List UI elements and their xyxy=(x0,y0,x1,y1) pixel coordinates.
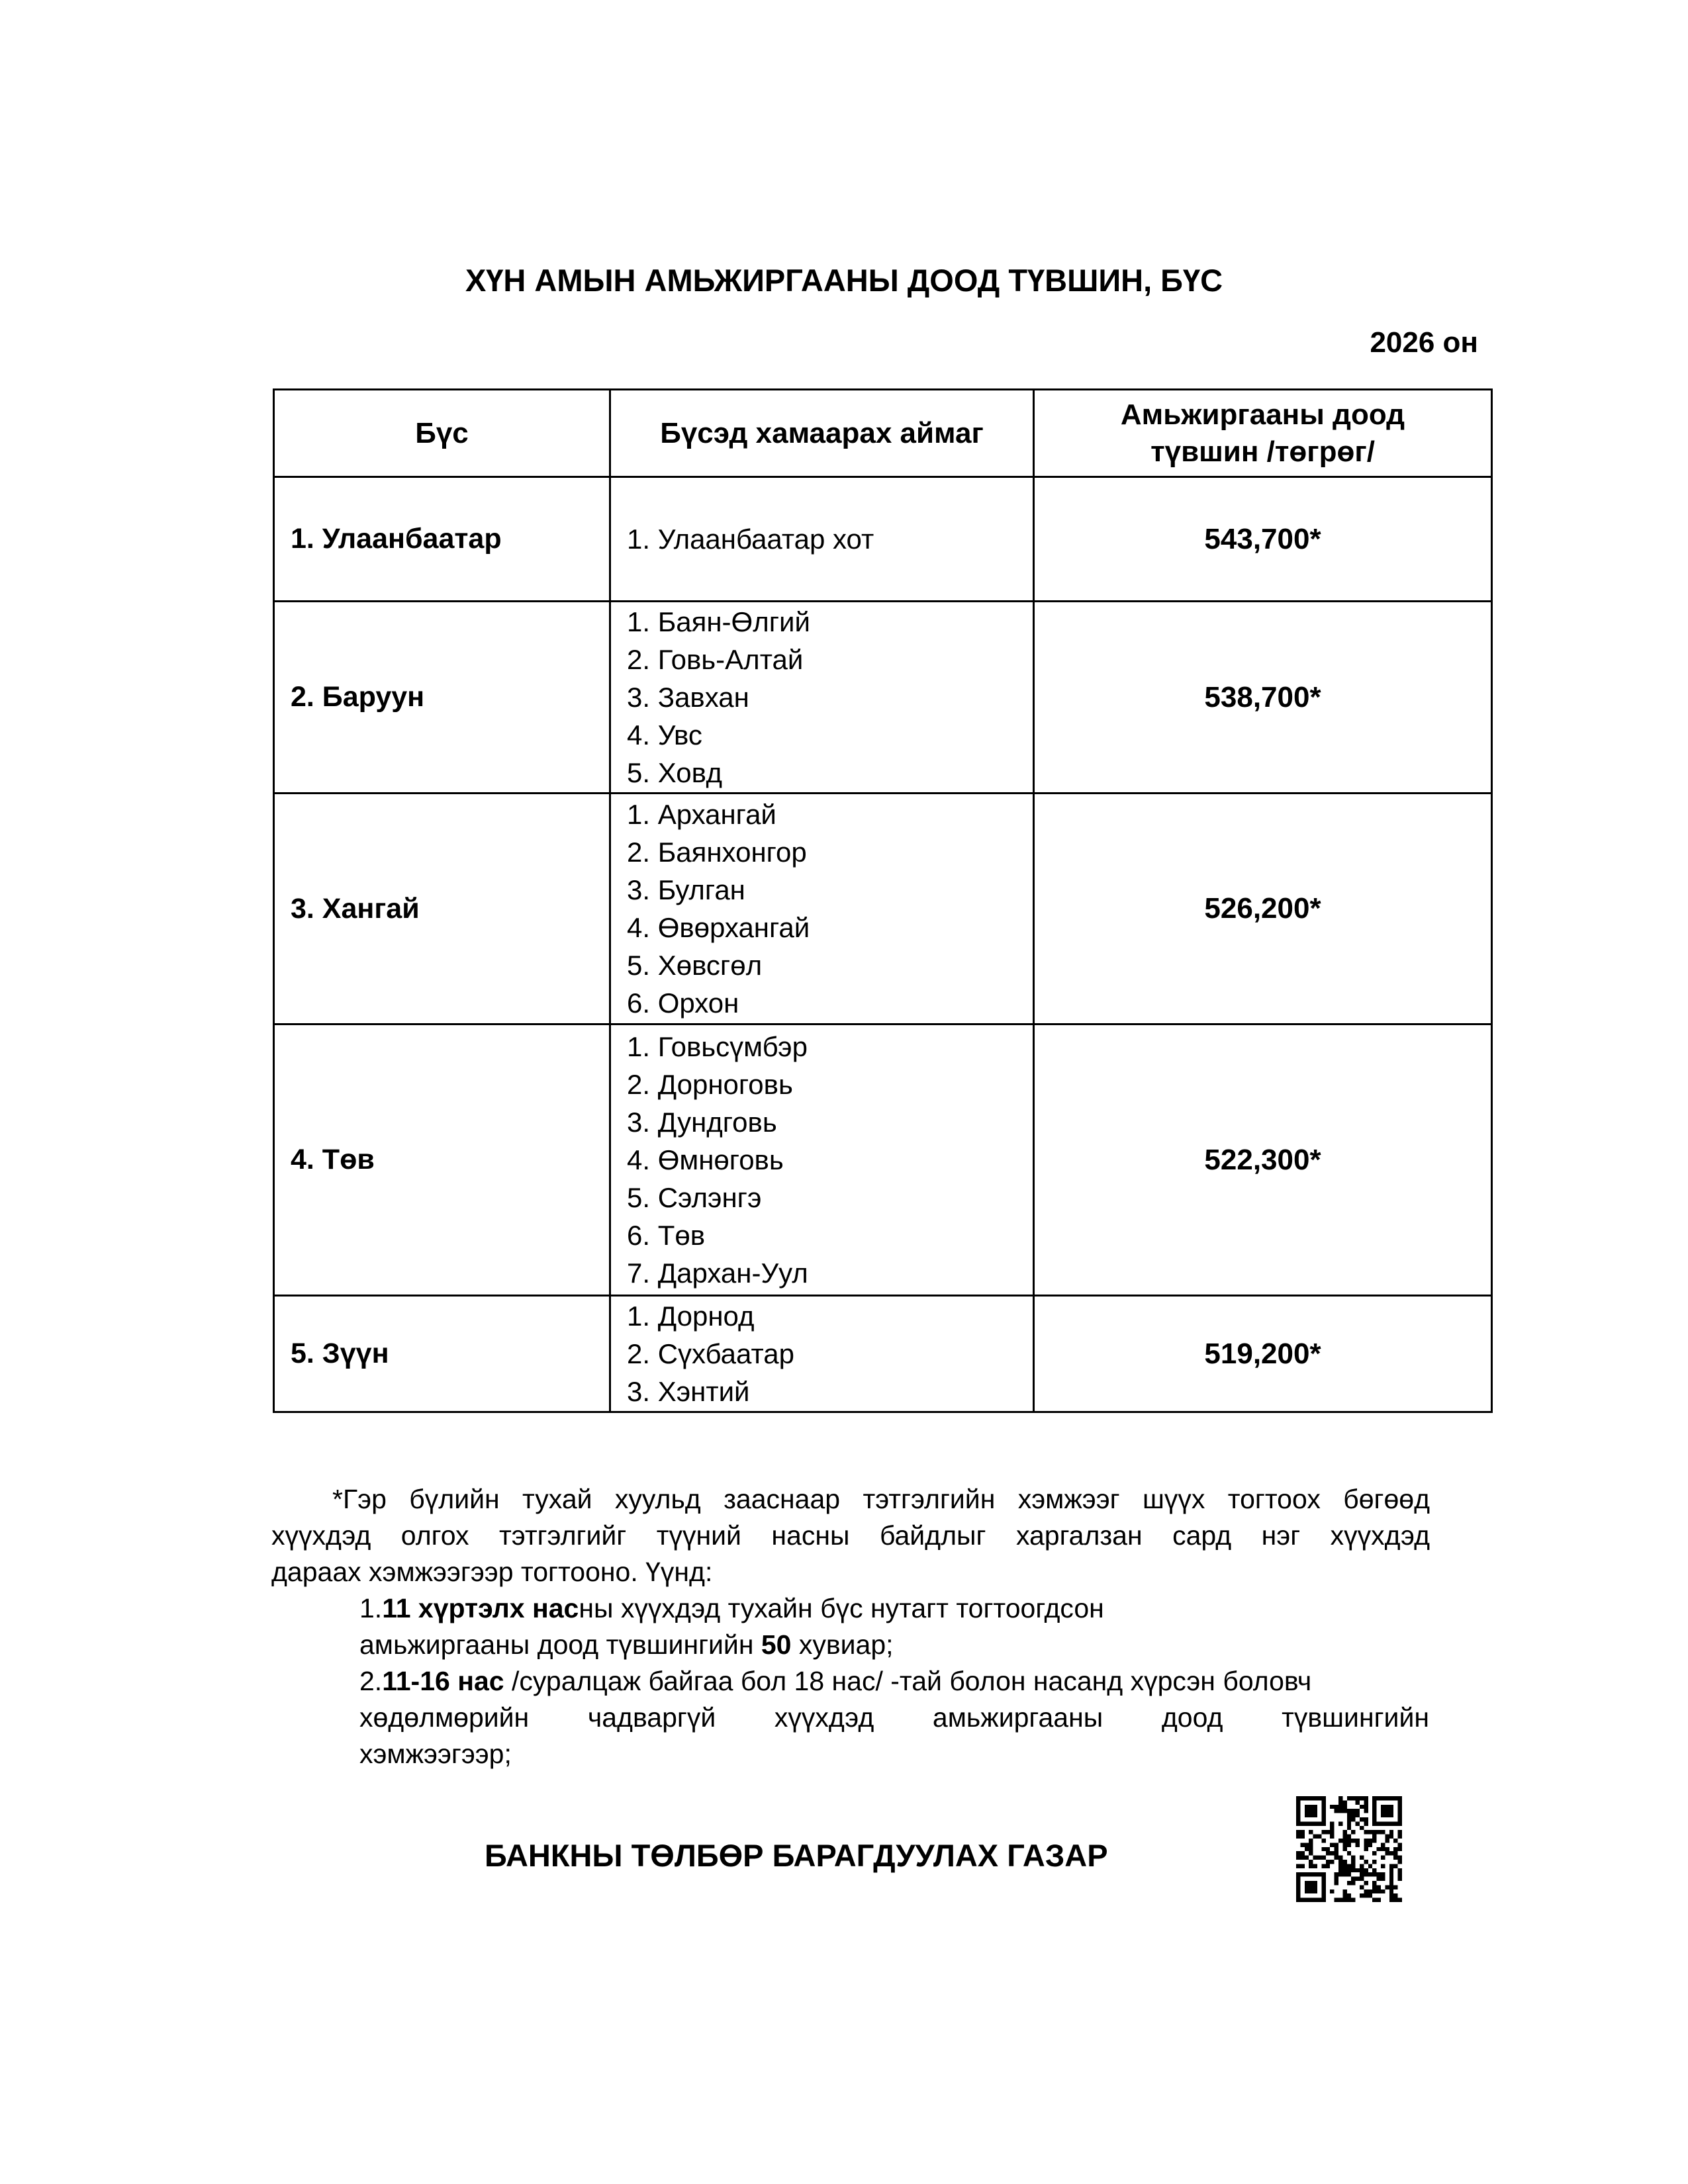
cell-aimag-list xyxy=(610,477,1034,602)
aimag-item: 3. Завхан xyxy=(627,682,749,713)
aimag-item: 1. Баян-Өлгий xyxy=(627,606,810,637)
footnote-bold-text: 50 xyxy=(761,1629,792,1660)
footnote-item-line xyxy=(359,1590,1429,1627)
footnote-item-line xyxy=(359,1736,1429,1772)
footnote-block xyxy=(271,1481,1430,1772)
aimag-item: 6. Төв xyxy=(627,1220,706,1251)
year-label: 2026 он xyxy=(1370,326,1478,359)
aimag-item: 3. Булган xyxy=(627,874,745,905)
footnote-paragraph xyxy=(271,1481,1430,1590)
footnote-item xyxy=(359,1590,1429,1663)
footnote-item-line xyxy=(359,1663,1429,1700)
aimag-item: 1. Архангай xyxy=(627,799,776,830)
cell-aimag-list xyxy=(610,1024,1034,1296)
table-row xyxy=(274,794,1492,1024)
table-row xyxy=(274,477,1492,602)
aimag-item: 5. Сэлэнгэ xyxy=(627,1182,762,1213)
cell-region-name: 2. Баруун xyxy=(274,602,610,794)
cell-aimag-list xyxy=(610,602,1034,794)
organization-name: БАНКНЫ ТӨЛБӨР БАРАГДУУЛАХ ГАЗАР xyxy=(485,1838,1108,1873)
cell-living-standard-value: 522,300* xyxy=(1034,1024,1492,1296)
footnote-text: /суралцаж байгаа бол 18 нас/ -тай болон насанд хүрсэн боловч xyxy=(504,1666,1312,1696)
footnote-text: 2. xyxy=(359,1666,383,1696)
cell-living-standard-value: 538,700* xyxy=(1034,602,1492,794)
aimag-item: 4. Увс xyxy=(627,719,702,751)
footnote-bold-text: 11-16 нас xyxy=(382,1666,504,1696)
cell-aimag-list xyxy=(610,794,1034,1024)
column-header-region: Бүс xyxy=(274,390,610,477)
page-title: ХҮН АМЫН АМЬЖИРГААНЫ ДООД ТҮВШИН, БҮС xyxy=(465,263,1223,298)
cell-region-name: 4. Төв xyxy=(274,1024,610,1296)
aimag-item: 2. Говь-Алтай xyxy=(627,644,804,675)
aimag-item: 1. Дорнод xyxy=(627,1300,755,1332)
aimag-item: 4. Өвөрхангай xyxy=(627,912,810,943)
cell-region-name: 1. Улаанбаатар xyxy=(274,477,610,602)
footnote-bold-text: 11 хүртэлх нас xyxy=(382,1593,579,1623)
cell-aimag-list xyxy=(610,1296,1034,1412)
footnote-item-line xyxy=(359,1700,1429,1736)
aimag-item: 2. Сүхбаатар xyxy=(627,1338,794,1369)
footnote-text: хөдөлмөрийн чадваргүй хүүхдэд амьжиргааны доод түвшингийн xyxy=(359,1702,1429,1733)
aimag-item: 2. Баянхонгор xyxy=(627,837,807,868)
living-standard-table xyxy=(273,388,1493,1413)
footnote-text: 1. xyxy=(359,1593,383,1623)
footnote-text: ны хүүхдэд тухайн бүс нутагт тогтоогдсон xyxy=(579,1593,1104,1623)
cell-living-standard-value: 526,200* xyxy=(1034,794,1492,1024)
table-header-row xyxy=(274,390,1492,477)
cell-region-name: 5. Зүүн xyxy=(274,1296,610,1412)
footnote-paragraph-line: хүүхдэд олгох тэтгэлгийг түүний насны байдлыг харгалзан сард нэг хүүхдэд xyxy=(271,1520,1430,1551)
aimag-item: 4. Өмнөговь xyxy=(627,1144,784,1175)
footnote-text: амьжиргааны доод түвшингийн xyxy=(359,1629,761,1660)
cell-region-name: 3. Хангай xyxy=(274,794,610,1024)
cell-living-standard-value: 543,700* xyxy=(1034,477,1492,602)
table-row xyxy=(274,602,1492,794)
cell-living-standard-value: 519,200* xyxy=(1034,1296,1492,1412)
aimag-item: 6. Орхон xyxy=(627,987,739,1019)
aimag-item: 5. Ховд xyxy=(627,757,722,788)
footnote-paragraph-line: дараах хэмжээгээр тогтооно. Үүнд: xyxy=(271,1557,713,1587)
aimag-item: 1. Улаанбаатар хот xyxy=(627,523,874,555)
table-row xyxy=(274,1024,1492,1296)
footnote-item xyxy=(359,1663,1429,1772)
footnote-list xyxy=(359,1590,1429,1772)
aimag-item: 2. Дорноговь xyxy=(627,1069,793,1100)
aimag-item: 5. Хөвсгөл xyxy=(627,950,763,981)
aimag-item: 3. Хэнтий xyxy=(627,1376,750,1407)
column-header-aimags: Бүсэд хамаарах аймаг xyxy=(610,390,1034,477)
aimag-item: 7. Дархан-Уул xyxy=(627,1257,808,1289)
column-header-value: Амьжиргааны доод түвшин /төгрөг/ xyxy=(1034,390,1492,477)
footnote-text: хэмжээгээр; xyxy=(359,1739,512,1769)
footnote-item-line xyxy=(359,1627,1429,1663)
footnote-text: хувиар; xyxy=(791,1629,894,1660)
footnote-paragraph-line: *Гэр бүлийн тухай хуульд зааснаар тэтгэлгийн хэмжээг шүүх тогтоох бөгөөд xyxy=(332,1484,1430,1514)
aimag-item: 1. Говьсүмбэр xyxy=(627,1031,808,1062)
qr-code-icon xyxy=(1296,1796,1402,1902)
aimag-item: 3. Дундговь xyxy=(627,1107,777,1138)
table-row xyxy=(274,1296,1492,1412)
